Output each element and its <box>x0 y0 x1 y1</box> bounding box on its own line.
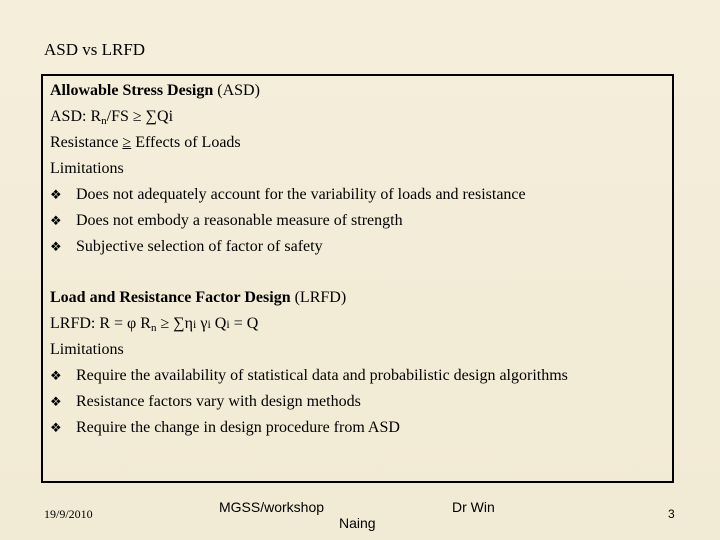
lrfd-formula-sub: n <box>150 322 157 334</box>
asd-resistance-a: Resistance <box>50 134 123 151</box>
slide-title: ASD vs LRFD <box>44 40 146 59</box>
diamond-bullet-icon: ❖ <box>50 214 62 229</box>
asd-formula-prefix: ASD: R <box>50 108 102 125</box>
content-box <box>41 74 674 483</box>
lrfd-formula-b: γ <box>196 315 208 332</box>
lrfd-heading-line <box>50 288 346 308</box>
lrfd-bullet-item <box>50 366 568 387</box>
asd-formula <box>50 107 173 131</box>
asd-limitations-label: Limitations <box>50 160 124 177</box>
lrfd-bullet-item <box>50 392 361 413</box>
asd-formula-rest: /FS ≥ ∑Qi <box>106 108 174 125</box>
lrfd-bullet-item <box>50 418 400 439</box>
lrfd-limitations-label: Limitations <box>50 341 124 358</box>
asd-heading-abbr: (ASD) <box>217 82 260 99</box>
asd-formula-sub: n <box>101 115 107 127</box>
lrfd-formula <box>50 314 258 338</box>
asd-bullet-text: Does not adequately account for the variability of loads and resistance <box>76 186 526 203</box>
asd-bullet-item <box>50 211 403 232</box>
lrfd-heading: Load and Resistance Factor Design <box>50 289 291 306</box>
page-number: 3 <box>668 507 675 521</box>
lrfd-heading-abbr: (LRFD) <box>294 289 347 306</box>
asd-bullet-text: Subjective selection of factor of safety <box>76 238 323 255</box>
footer-author-first: Naing <box>339 515 376 531</box>
diamond-bullet-icon: ❖ <box>50 188 62 203</box>
diamond-bullet-icon: ❖ <box>50 240 62 255</box>
asd-heading-line <box>50 81 260 101</box>
footer-event: MGSS/workshop <box>219 499 325 515</box>
lrfd-formula-i3: i <box>226 317 230 331</box>
diamond-bullet-icon: ❖ <box>50 395 62 410</box>
asd-resistance-line <box>50 133 241 153</box>
diamond-bullet-icon: ❖ <box>50 421 62 436</box>
lrfd-bullet-text: Require the availability of statistical data and probabilistic design algorithms <box>76 367 568 384</box>
lrfd-formula-i2: i <box>207 317 211 331</box>
lrfd-formula-c: Q <box>210 315 227 332</box>
asd-resistance-b: Effects of Loads <box>131 134 241 151</box>
asd-resistance-ge: ≥ <box>122 134 132 151</box>
footer-date: 19/9/2010 <box>44 507 93 521</box>
lrfd-bullet-text: Resistance factors vary with design methods <box>76 393 361 410</box>
asd-heading: Allowable Stress Design <box>50 82 214 99</box>
asd-bullet-item <box>50 237 323 258</box>
asd-bullet-item <box>50 185 526 206</box>
footer-author-title: Dr Win <box>452 499 495 515</box>
asd-bullet-text: Does not embody a reasonable measure of strength <box>76 212 403 229</box>
lrfd-formula-i1: i <box>193 317 197 331</box>
diamond-bullet-icon: ❖ <box>50 369 62 384</box>
lrfd-bullet-text: Require the change in design procedure from ASD <box>76 419 400 436</box>
lrfd-formula-a: ≥ ∑η <box>156 315 194 332</box>
lrfd-formula-prefix: LRFD: R = φ R <box>50 315 151 332</box>
lrfd-formula-d: = Q <box>229 315 259 332</box>
